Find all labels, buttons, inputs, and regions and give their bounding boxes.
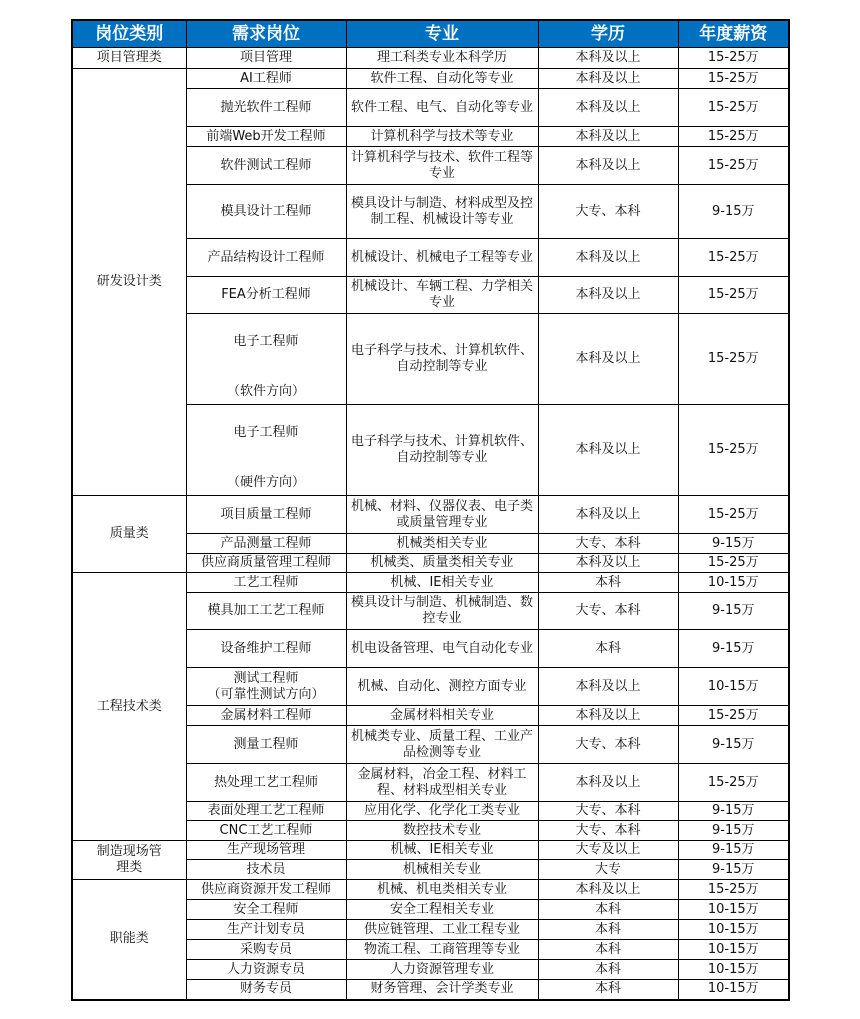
major-cell: 电子科学与技术、计算机软件、自动控制等专业 [346, 405, 538, 496]
position-cell: 表面处理工艺工程师 [186, 802, 346, 821]
table-row [72, 880, 789, 900]
position-cell: 人力资源专员 [186, 960, 346, 980]
salary-cell: 15-25万 [678, 405, 789, 496]
position-cell: 安全工程师 [186, 900, 346, 920]
position-cell [186, 668, 346, 706]
education-cell: 本科及以上 [538, 89, 678, 127]
salary-cell: 10-15万 [678, 960, 789, 980]
education-cell: 本科 [538, 900, 678, 920]
education-cell: 本科及以上 [538, 496, 678, 534]
education-cell: 本科及以上 [538, 239, 678, 277]
education-cell: 大专及以上 [538, 841, 678, 860]
major-cell: 机械、材料、仪器仪表、电子类或质量管理专业 [346, 496, 538, 534]
header-major: 专业 [346, 20, 538, 48]
job-requirements-table [71, 19, 790, 1001]
salary-cell: 15-25万 [678, 48, 789, 69]
major-cell: 机械、IE相关专业 [346, 573, 538, 593]
major-cell: 物流工程、工商管理等专业 [346, 940, 538, 960]
salary-cell: 9-15万 [678, 630, 789, 668]
education-cell: 本科及以上 [538, 764, 678, 802]
education-cell: 本科 [538, 960, 678, 980]
education-cell: 本科及以上 [538, 554, 678, 573]
position-cell: 采购专员 [186, 940, 346, 960]
education-cell: 本科 [538, 573, 678, 593]
position-cell: 抛光软件工程师 [186, 89, 346, 127]
position-cell: 财务专员 [186, 980, 346, 1000]
major-cell: 计算机科学与技术等专业 [346, 127, 538, 147]
education-cell: 本科及以上 [538, 668, 678, 706]
table-row [72, 69, 789, 89]
salary-cell: 15-25万 [678, 706, 789, 726]
salary-cell: 9-15万 [678, 726, 789, 764]
table-body [72, 48, 789, 1000]
position-cell: 技术员 [186, 860, 346, 880]
major-cell: 机械类相关专业 [346, 534, 538, 554]
position-cell: 生产计划专员 [186, 920, 346, 940]
salary-cell: 10-15万 [678, 980, 789, 1000]
major-cell: 电子科学与技术、计算机软件、自动控制等专业 [346, 314, 538, 405]
major-cell: 软件工程、自动化等专业 [346, 69, 538, 89]
major-cell: 数控技术专业 [346, 821, 538, 841]
education-cell: 大专、本科 [538, 821, 678, 841]
position-name: 电子工程师 [233, 425, 299, 440]
position-note: （可靠性测试方向） [207, 686, 325, 702]
education-cell: 本科 [538, 630, 678, 668]
position-cell: FEA分析工程师 [186, 277, 346, 314]
table-header-row [72, 20, 789, 48]
header-position: 需求岗位 [186, 20, 346, 48]
salary-cell: 15-25万 [678, 239, 789, 277]
salary-cell: 9-15万 [678, 185, 789, 239]
major-cell: 机械相关专业 [346, 860, 538, 880]
major-cell: 模具设计与制造、机械制造、数控专业 [346, 593, 538, 630]
position-cell: 工艺工程师 [186, 573, 346, 593]
position-cell: 设备维护工程师 [186, 630, 346, 668]
major-cell: 安全工程相关专业 [346, 900, 538, 920]
position-cell [186, 314, 346, 405]
position-cell: 项目管理 [186, 48, 346, 69]
position-cell: 前端Web开发工程师 [186, 127, 346, 147]
table-row [72, 841, 789, 860]
salary-cell: 9-15万 [678, 841, 789, 860]
salary-cell: 15-25万 [678, 496, 789, 534]
salary-cell: 15-25万 [678, 277, 789, 314]
education-cell: 本科及以上 [538, 48, 678, 69]
position-cell: 模具设计工程师 [186, 185, 346, 239]
salary-cell: 15-25万 [678, 554, 789, 573]
major-cell: 机械、自动化、测控方面专业 [346, 668, 538, 706]
salary-cell: 15-25万 [678, 89, 789, 127]
education-cell: 大专 [538, 860, 678, 880]
major-cell: 金属材料，冶金工程、材料工程、材料成型相关专业 [346, 764, 538, 802]
major-cell: 机械类、质量类相关专业 [346, 554, 538, 573]
category-cell: 项目管理类 [72, 48, 186, 69]
category-cell: 工程技术类 [72, 573, 186, 841]
education-cell: 大专、本科 [538, 802, 678, 821]
salary-cell: 9-15万 [678, 534, 789, 554]
major-cell: 人力资源管理专业 [346, 960, 538, 980]
salary-cell: 10-15万 [678, 573, 789, 593]
salary-cell: 9-15万 [678, 593, 789, 630]
major-cell: 软件工程、电气、自动化等专业 [346, 89, 538, 127]
position-cell: 供应商质量管理工程师 [186, 554, 346, 573]
major-cell: 财务管理、会计学类专业 [346, 980, 538, 1000]
salary-cell: 15-25万 [678, 880, 789, 900]
category-cell: 质量类 [72, 496, 186, 573]
salary-cell: 9-15万 [678, 860, 789, 880]
education-cell: 本科及以上 [538, 127, 678, 147]
position-cell: 生产现场管理 [186, 841, 346, 860]
education-cell: 大专、本科 [538, 593, 678, 630]
education-cell: 本科及以上 [538, 706, 678, 726]
major-cell: 金属材料相关专业 [346, 706, 538, 726]
major-cell: 机械类专业、质量工程、工业产品检测等专业 [346, 726, 538, 764]
major-cell: 应用化学、化学化工类专业 [346, 802, 538, 821]
major-cell: 机械、IE相关专业 [346, 841, 538, 860]
position-name: 测试工程师 [233, 670, 299, 686]
major-cell: 模具设计与制造、材料成型及控制工程、机械设计等专业 [346, 185, 538, 239]
salary-cell: 15-25万 [678, 147, 789, 185]
salary-cell: 10-15万 [678, 668, 789, 706]
salary-cell: 15-25万 [678, 314, 789, 405]
education-cell: 本科及以上 [538, 147, 678, 185]
salary-cell: 9-15万 [678, 821, 789, 841]
education-cell: 大专、本科 [538, 726, 678, 764]
position-cell: 产品测量工程师 [186, 534, 346, 554]
position-cell: 软件测试工程师 [186, 147, 346, 185]
major-cell: 机电设备管理、电气自动化专业 [346, 630, 538, 668]
major-cell: 机械设计、机械电子工程等专业 [346, 239, 538, 277]
education-cell: 大专、本科 [538, 185, 678, 239]
table-row [72, 496, 789, 534]
education-cell: 本科及以上 [538, 880, 678, 900]
position-name: 电子工程师 [233, 334, 299, 349]
header-salary: 年度薪资 [678, 20, 789, 48]
category-cell: 制造现场管理类 [72, 841, 186, 880]
position-cell: AI工程师 [186, 69, 346, 89]
major-cell: 理工科类专业本科学历 [346, 48, 538, 69]
position-cell: 测量工程师 [186, 726, 346, 764]
position-cell [186, 405, 346, 496]
position-cell: 项目质量工程师 [186, 496, 346, 534]
education-cell: 大专、本科 [538, 534, 678, 554]
salary-cell: 9-15万 [678, 802, 789, 821]
salary-cell: 10-15万 [678, 940, 789, 960]
major-cell: 机械、机电类相关专业 [346, 880, 538, 900]
position-cell: 热处理工艺工程师 [186, 764, 346, 802]
major-cell: 计算机科学与技术、软件工程等专业 [346, 147, 538, 185]
education-cell: 本科及以上 [538, 277, 678, 314]
table-row [72, 573, 789, 593]
position-note: （软件方向） [226, 384, 305, 399]
major-cell: 机械设计、车辆工程、力学相关专业 [346, 277, 538, 314]
salary-cell: 15-25万 [678, 127, 789, 147]
salary-cell: 10-15万 [678, 900, 789, 920]
position-cell: CNC工艺工程师 [186, 821, 346, 841]
major-cell: 供应链管理、工业工程专业 [346, 920, 538, 940]
category-cell: 研发设计类 [72, 69, 186, 496]
position-note: （硬件方向） [226, 475, 305, 490]
education-cell: 本科及以上 [538, 69, 678, 89]
header-category: 岗位类别 [72, 20, 186, 48]
position-cell: 模具加工工艺工程师 [186, 593, 346, 630]
salary-cell: 15-25万 [678, 69, 789, 89]
category-cell: 职能类 [72, 880, 186, 1000]
position-cell: 产品结构设计工程师 [186, 239, 346, 277]
education-cell: 本科 [538, 920, 678, 940]
education-cell: 本科及以上 [538, 405, 678, 496]
header-education: 学历 [538, 20, 678, 48]
education-cell: 本科 [538, 940, 678, 960]
position-cell: 供应商资源开发工程师 [186, 880, 346, 900]
education-cell: 本科 [538, 980, 678, 1000]
salary-cell: 10-15万 [678, 920, 789, 940]
table-row [72, 48, 789, 69]
education-cell: 本科及以上 [538, 314, 678, 405]
position-cell: 金属材料工程师 [186, 706, 346, 726]
salary-cell: 15-25万 [678, 764, 789, 802]
